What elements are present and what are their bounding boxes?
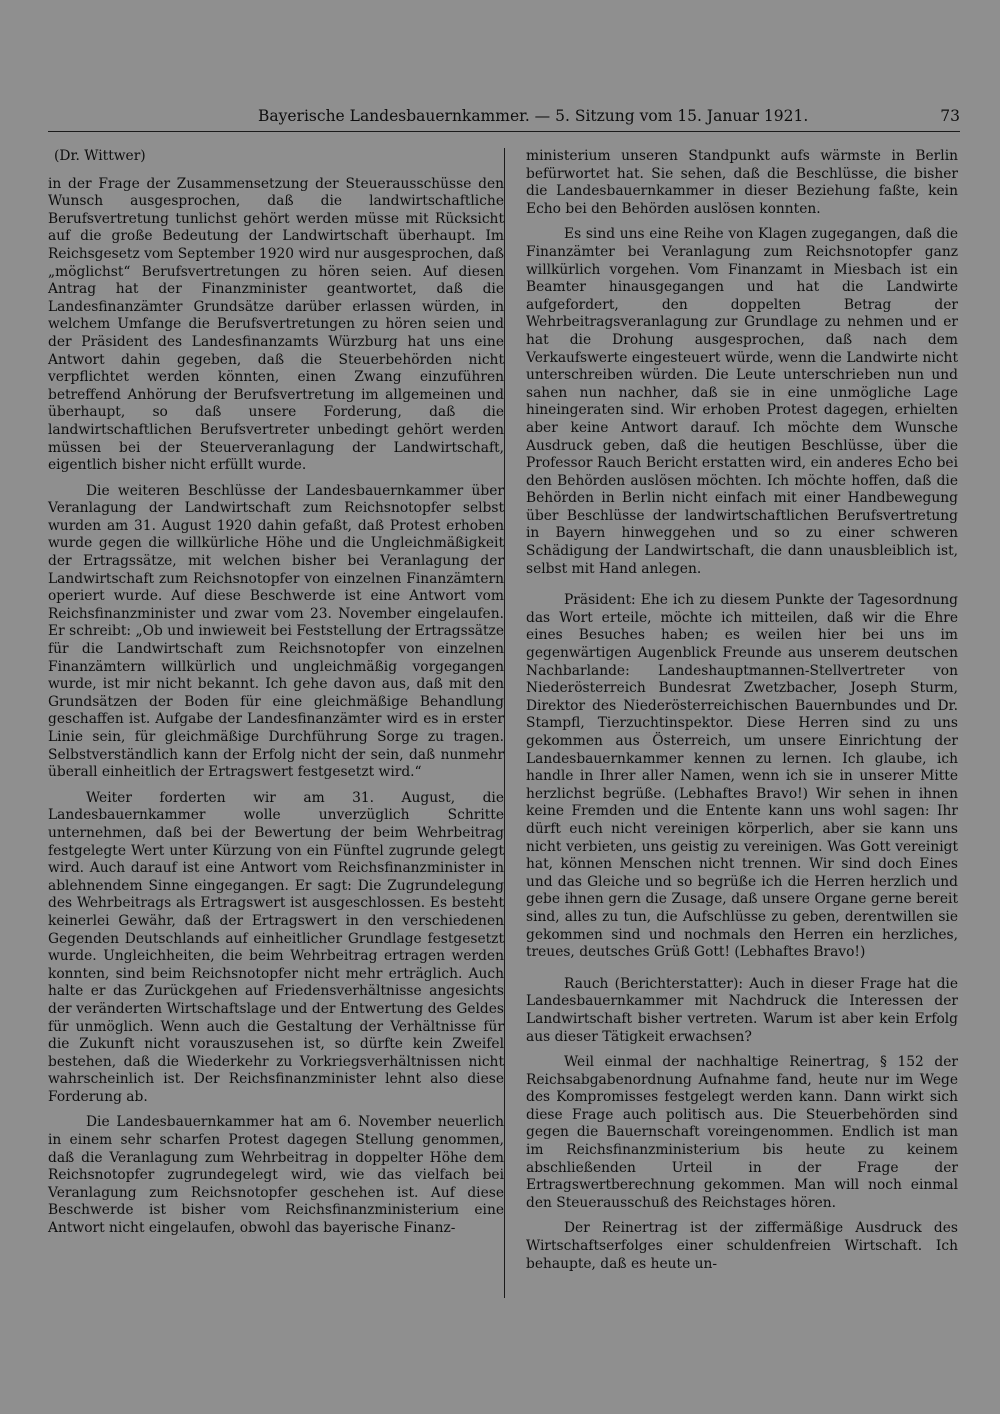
paragraph: Die weiteren Beschlüsse der Landesbauernkammer über Veranlagung der Landwirtschaft zum Reichsnotopfer selbst wurden am 31. August 1920 dahin gefaßt, daß Protest erhoben wurde gegen die willkürliche Höhe und die Ungleichmäßigkeit der Ertragssätze, mit welchen bisher bei Veranlagung der Landwirtschaft zum Reichsnotopfer von einzelnen Finanzämtern operiert wurde. Auf diese Beschwerde ist eine Antwort vom Reichsfinanzminister und zwar vom 23. November eingelaufen. Er schreibt: „Ob und inwieweit bei Feststellung der Ertragssätze für die Landwirtschaft zum Reichsnotopfer von einzelnen Finanzämtern willkürlich und ungleichmäßig vorgegangen wurde, ist mir nicht bekannt. Ich gehe davon aus, daß mit den Grundsätzen der Boden für eine gleichmäßige Behandlung geschaffen ist. Aufgabe der Landesfinanzämter wird es in erster Linie sein, für gleichmäßige Durchführung Sorge zu tragen. Selbstverständlich kann der Erfolg nicht der sein, daß nunmehr überall einheitlich der Ertragswert festgesetzt wird.“ [48, 482, 504, 781]
paragraph: Es sind uns eine Reihe von Klagen zugegangen, daß die Finanzämter bei Veranlagung zum Reichsnotopfer ganz willkürlich vorgehen. Vom Finanzamt in Miesbach ist ein Beamter hinausgegangen und hat die Landwirte aufgefordert, den doppelten Betrag der Wehrbeitragsveranlagung zur Grundlage zu nehmen und er hat die Drohung ausgesprochen, daß nach dem Verkaufswerte eingesteuert würde, wenn die Landwirte nicht unterschreiben würden. Die Leute unterschrieben nun und sahen nun nachher, daß sie in eine unmögliche Lage hineingeraten sind. Wir erhoben Protest dagegen, erhielten aber keine Antwort darauf. Ich möchte dem Wunsche Ausdruck geben, daß die heutigen Beschlüsse, über die Professor Rauch Bericht erstatten wird, ein anderes Echo bei den Behörden auslösen möchten. Ich möchte hoffen, daß die Behörden in Berlin nicht einfach mit einer Handbewegung über Beschlüsse der landwirtschaftlichen Berufsvertretung in Bayern hinweggehen und so zu einer schweren Schädigung der Landwirtschaft, die dann unausbleiblich ist, selbst mit Hand anlegen. [526, 226, 958, 577]
header-title: Bayerische Landesbauernkammer. — 5. Sitzung vom 15. Januar 1921. [258, 107, 809, 125]
paragraph: Die Landesbauernkammer hat am 6. November neuerlich in einem sehr scharfen Protest dagegen Stellung genommen, daß die Veranlagung zum Wehrbeitrag in doppelter Höhe dem Reichsnotopfer zugrundegelegt wird, wie das vielfach bei Veranlagung zum Reichsnotopfer geschehen ist. Auf diese Beschwerde ist bisher vom Reichsfinanzministerium eine Antwort nicht eingelaufen, obwohl das bayerische Finanz- [48, 1114, 504, 1237]
page-number: 73 [940, 107, 960, 125]
paragraph: ministerium unseren Standpunkt aufs wärmste in Berlin befürwortet hat. Sie sehen, daß die Beschlüsse, die bisher die Landesbauernkammer in dieser Beziehung faßte, kein Echo bei den Behörden auslösen konnten. [526, 148, 958, 217]
paragraph: Weil einmal der nachhaltige Reinertrag, § 152 der Reichsabgabenordnung Aufnahme fand, heute nur im Wege des Kompromisses festgelegt werden kann. Dann wirkt sich diese Frage auch politisch aus. Die Steuerbehörden sind gegen die Bauernschaft voreingenommen. Endlich ist man im Reichsfinanzministerium bis heute zu keinem abschließenden Urteil in der Frage der Ertragswertberechnung gekommen. Man will noch einmal den Steuerausschuß des Reichstages hören. [526, 1054, 958, 1211]
left-column [48, 148, 504, 1238]
header-rule [48, 131, 960, 132]
paragraph: Weiter forderten wir am 31. August, die Landesbauernkammer wolle unverzüglich Schritte unternehmen, daß bei der Bewertung der beim Wehrbeitrag festgelegte Wert unter Kürzung von ein Fünftel zugrunde gelegt wird. Auch darauf ist eine Antwort vom Reichsfinanzminister in ablehnendem Sinne eingegangen. Er sagt: Die Zugrundelegung des Wehrbeitrags als Ertragswert ist ausgeschlossen. Es besteht keinerlei Gewähr, daß der Ertragswert in den verschiedenen Gegenden Deutschlands auf einheitlicher Grundlage festgesetzt wurde. Ungleichheiten, die beim Wehrbeitrag ertragen werden konnten, sind beim Reichsnotopfer nicht mehr erträglich. Auch halte er das Zurückgehen auf Friedensverhältnisse angesichts der veränderten Wirtschaftslage und der Entwertung des Geldes für unmöglich. Wenn auch die Gestaltung der Verhältnisse für die Zukunft nicht vorauszusehen ist, so dürfte kein Zweifel bestehen, daß die Wiederkehr zu Vorkriegsverhältnissen nicht wahrscheinlich ist. Der Reichsfinanzminister lehnt also diese Forderung ab. [48, 789, 504, 1105]
paragraph: in der Frage der Zusammensetzung der Steuerausschüsse den Wunsch ausgesprochen, daß die landwirtschaftliche Berufsvertretung tunlichst gehört werden müsse mit Rücksicht auf die große Bedeutung der Landwirtschaft überhaupt. Im Reichsgesetz vom September 1920 wird nur ausgesprochen, daß „möglichst“ Berufsvertretungen zu hören seien. Auf diesen Antrag hat der Finanzminister geantwortet, daß die Landesfinanzämter Grundsätze darüber erlassen würden, in welchem Umfange die Berufsvertretungen zu hören seien und der Präsident des Landesfinanzamts Würzburg hat uns eine Antwort dahin gegeben, daß die Steuerbehörden nicht verpflichtet werden könnten, einen Zwang einzuführen betreffend Anhörung der Berufsvertretung im allgemeinen und überhaupt, so daß unsere Forderung, daß die landwirtschaftlichen Berufsvertreter unbedingt gehört werden müssen bei der Steuerveranlagung der Landwirtschaft, eigentlich bisher nicht erfüllt wurde. [48, 175, 504, 474]
right-column [526, 148, 958, 1273]
speaker-attribution: (Dr. Wittwer) [54, 148, 146, 164]
running-header [48, 104, 960, 128]
paragraph: Der Reinertrag ist der ziffermäßige Ausdruck des Wirtschaftserfolges einer schuldenfreien Wirtschaft. Ich behaupte, daß es heute un- [526, 1220, 958, 1272]
president-statement: Präsident: Ehe ich zu diesem Punkte der Tagesordnung das Wort erteile, möchte ich mitteilen, daß wir die Ehre eines Besuches haben; es weilen hier bei uns im gegenwärtigen Augenblick Freunde aus unserem deutschen Nachbarlande: Landeshauptmannen-Stellvertreter von Niederösterreich Bundesrat Zwetzbacher, Joseph Sturm, Direktor des Niederösterreichischen Bauernbundes und Dr. Stampfl, Tierzuchtinspektor. Diese Herren sind zu uns gekommen aus Österreich, um unsere Einrichtung der Landesbauernkammer kennen zu lernen. Ich glaube, ich handle in Ihrer aller Namen, wenn ich sie in unserer Mitte herzlichst begrüße. (Lebhaftes Bravo!) Wir sehen in ihnen keine Fremden und die Entente kann uns wohl sagen: Ihr dürft euch nicht vereinigen körperlich, aber sie kann uns nicht verbieten, uns geistig zu vereinigen. Was Gott vereinigt hat, können Menschen nicht trennen. Wir sind doch Eines und das Gleiche und so begrüße ich die Herren herzlich und gebe ihnen gern die Zusage, daß unsere Organe gerne bereit sind, alles zu tun, die Aufschlüsse zu geben, derentwillen sie gekommen sind und nochmals den Herren ein herzliches, treues, deutsches Grüß Gott! (Lebhaftes Bravo!) [526, 592, 958, 961]
column-divider [504, 148, 505, 1298]
rapporteur-statement: Rauch (Berichterstatter): Auch in dieser Frage hat die Landesbauernkammer mit Nachdruck die Interessen der Landwirtschaft bisher vertreten. Warum ist aber kein Erfolg aus dieser Tätigkeit erwachsen? [526, 975, 958, 1045]
